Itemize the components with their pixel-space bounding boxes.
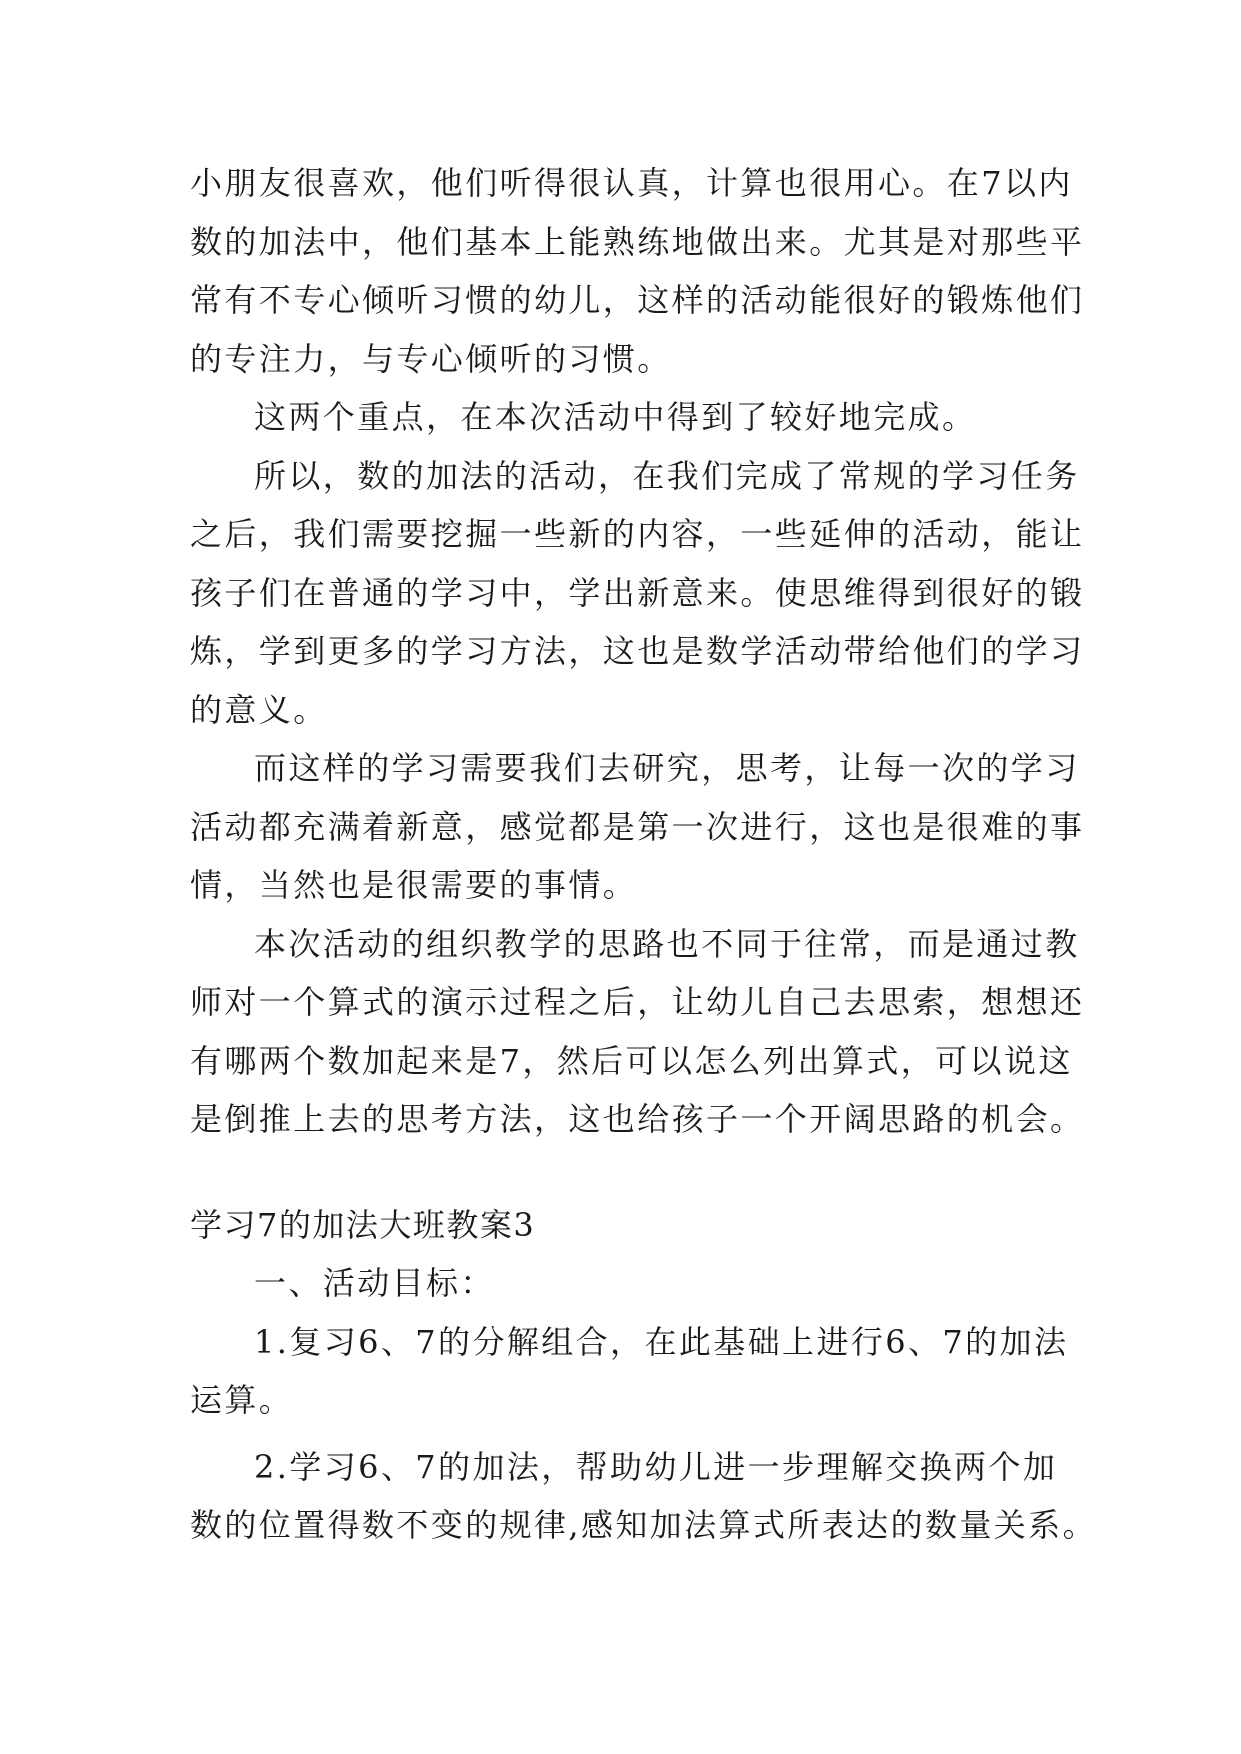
paragraph-line: 常有不专心倾听习惯的幼儿，这样的活动能很好的锻炼他们 xyxy=(190,281,1085,319)
paragraph-line: 炼，学到更多的学习方法，这也是数学活动带给他们的学习 xyxy=(190,632,1085,670)
paragraph-line: 这两个重点，在本次活动中得到了较好地完成。 xyxy=(254,398,977,436)
paragraph-line: 1.复习6、7的分解组合，在此基础上进行6、7的加法 xyxy=(254,1322,1069,1361)
paragraph-line: 孩子们在普通的学习中，学出新意来。使思维得到很好的锻 xyxy=(190,573,1085,612)
paragraph-line: 活动都充满着新意，感觉都是第一次进行，这也是很难的事 xyxy=(190,807,1085,846)
paragraph-line: 有哪两个数加起来是7，然后可以怎么列出算式，可以说这 xyxy=(190,1041,1073,1080)
subsection-heading: 一、活动目标： xyxy=(254,1264,495,1302)
paragraph-line: 小朋友很喜欢，他们听得很认真，计算也很用心。在7以内 xyxy=(190,164,1073,202)
paragraph-line: 的意义。 xyxy=(190,690,328,729)
document-body xyxy=(190,154,1097,1555)
paragraph-line: 运算。 xyxy=(190,1381,294,1419)
paragraph-line: 数的位置得数不变的规律,感知加法算式所表达的数量关系。 xyxy=(190,1506,1097,1544)
paragraph-line: 师对一个算式的演示过程之后，让幼儿自己去思索，想想还 xyxy=(190,983,1085,1021)
paragraph-line: 本次活动的组织教学的思路也不同于往常，而是通过教 xyxy=(254,924,1080,963)
section-heading: 学习7的加法大班教案3 xyxy=(190,1205,536,1244)
paragraph-line: 之后，我们需要挖掘一些新的内容，一些延伸的活动，能让 xyxy=(190,515,1085,553)
paragraph-line: 是倒推上去的思考方法，这也给孩子一个开阔思路的机会。 xyxy=(190,1100,1085,1138)
paragraph-line: 数的加法中，他们基本上能熟练地做出来。尤其是对那些平 xyxy=(190,222,1085,261)
paragraph-line: 的专注力，与专心倾听的习惯。 xyxy=(190,339,672,378)
paragraph-line: 所以，数的加法的活动，在我们完成了常规的学习任务 xyxy=(254,456,1080,495)
paragraph-line: 2.学习6、7的加法，帮助幼儿进一步理解交换两个加 xyxy=(254,1447,1058,1486)
paragraph-line: 情，当然也是很需要的事情。 xyxy=(190,866,638,904)
paragraph-line: 而这样的学习需要我们去研究，思考，让每一次的学习 xyxy=(254,749,1080,787)
